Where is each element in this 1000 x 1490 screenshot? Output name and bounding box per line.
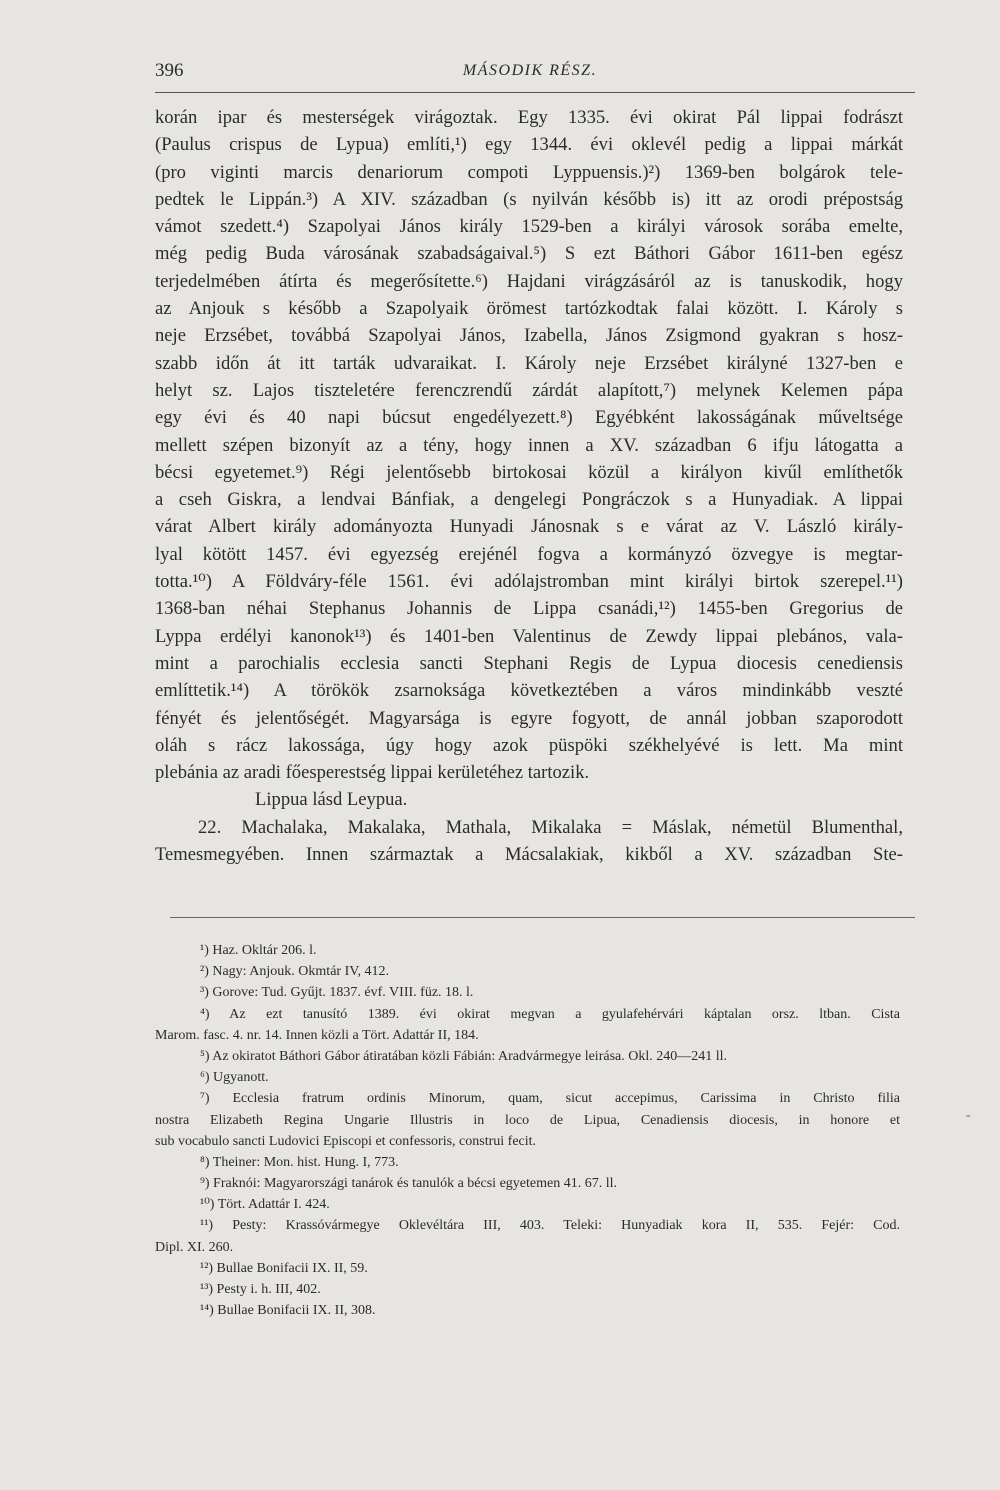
text-line: az Anjouk s később a Szapolyaik örömest tartózkodtak falai között. I. Károly s [155, 298, 903, 320]
text-line: a cseh Giskra, a lendvai Bánfiak, a dengelegi Pongráczok s a Hunyadiak. A lippai [155, 489, 903, 511]
text-line: említtetik.¹⁴) A törökök zsarnoksága következtében a város mindinkább veszté [155, 680, 903, 702]
text-line: egy évi és 40 napi búcsut engedélyezett.⁸) Egyébként lakosságának műveltsége [155, 407, 903, 429]
footnotes [155, 940, 900, 1321]
footnote-line: nostra Elizabeth Regina Ungarie Illustris in loco de Lipua, Cenadiensis diocesis, in honore et [155, 1112, 900, 1128]
footnote-line: Marom. fasc. 4. nr. 14. Innen közli a Tört. Adattár II, 184. [155, 1027, 479, 1043]
footnote-line: Dipl. XI. 260. [155, 1239, 234, 1255]
footnote-line: ⁷) Ecclesia fratrum ordinis Minorum, quam, sicut accepimus, Carissima in Christo filia [200, 1091, 900, 1107]
margin-mark: - [966, 1108, 971, 1123]
footnote-line: sub vocabulo sancti Ludovici Episcopi et confessoris, construi fecit. [155, 1133, 537, 1149]
footnote-line: ⁵) Az okiratot Báthori Gábor átiratában közli Fábián: Aradvármegye leirása. Okl. 240—241 ll. [200, 1048, 728, 1064]
text-line: pedtek le Lippán.³) A XIV. században (s nyilván később is) itt az orodi prépostság [155, 188, 903, 210]
text-line: Lyppa erdélyi kanonok¹³) és 1401-ben Valentinus de Zewdy lippai plebános, vala- [155, 625, 903, 647]
text-line: vámot szedett.⁴) Szapolyai János király 1529-ben a királyi városok sorába emelte, [155, 216, 903, 238]
text-line: Temesmegyében. Innen származtak a Mácsalakiak, kikből a XV. században Ste- [155, 844, 903, 866]
text-line: fényét és jelentőségét. Magyarsága is egyre fogyott, de annál jobban szaporodott [155, 707, 903, 729]
text-line: 1368-ban néhai Stephanus Johannis de Lippa csanádi,¹²) 1455-ben Gregorius de [155, 598, 903, 620]
text-line: totta.¹⁰) A Földváry-féle 1561. évi adólajstromban mint királyi birtok szerepel.¹¹) [155, 571, 903, 593]
text-line: mellett szépen bizonyít az a tény, hogy innen a XV. században 6 ifju látogatta a [155, 434, 903, 456]
text-line: plebánia az aradi főesperestség lippai kerületéhez tartozik. [155, 762, 590, 784]
footnote-line: ¹) Haz. Okltár 206. l. [200, 943, 317, 958]
page-header [155, 56, 905, 96]
main-text [155, 104, 903, 868]
footnote-line: ⁴) Az ezt tanusító 1389. évi okirat megvan a gyulafehérvári káptalan orsz. ltban. Cista [200, 1006, 900, 1022]
text-line: (Paulus crispus de Lypua) említi,¹) egy 1344. évi oklevél pedig a lippai márkát [155, 134, 903, 156]
footnote-line: ⁶) Ugyanott. [200, 1070, 269, 1086]
footnote-line: ¹³) Pesty i. h. III, 402. [200, 1282, 321, 1297]
text-line: még pedig Buda városának szabadságaival.⁵) S ezt Báthori Gábor 1611-ben egész [155, 243, 903, 265]
text-line: oláh s rácz lakossága, úgy hogy azok püspöki székhelyévé is lett. Ma mint [155, 734, 903, 756]
text-line: korán ipar és mesterségek virágoztak. Egy 1335. évi okirat Pál lippai fodrászt [155, 107, 903, 128]
footnote-line: ¹²) Bullae Bonifacii IX. II, 59. [200, 1260, 368, 1276]
footnote-line: ²) Nagy: Anjouk. Okmtár IV, 412. [200, 964, 390, 980]
footnote-rule [170, 917, 915, 918]
text-line: neje Erzsébet, továbbá Szapolyai János, Izabella, János Zsigmond gyakran s hosz- [155, 325, 903, 347]
footnote-line: ⁸) Theiner: Mon. hist. Hung. I, 773. [200, 1154, 399, 1170]
text-line: terjedelmében átírta és megerősítette.⁶) Hajdani virágzásáról az is tanuskodik, hogy [155, 270, 903, 292]
footnote-line: ³) Gorove: Tud. Gyűjt. 1837. évf. VIII. füz. 18. l. [200, 985, 474, 1001]
text-line: szabb időn át itt tarták udvaraikat. I. Károly neje Erzsébet királyné 1327-ben e [155, 352, 903, 374]
text-line: mint a parochialis ecclesia sancti Stephani Regis de Lypua diocesis cenediensis [155, 652, 903, 674]
text-line: lyal kötött 1457. évi egyezség erejénél fogva a kormányzó özvegye is megtar- [155, 543, 903, 565]
page-number: 396 [155, 60, 184, 81]
text-line: helyt sz. Lajos tiszteletére ferenczrendű zárdát alapított,⁷) melynek Kelemen pápa [155, 379, 903, 401]
header-rule [155, 92, 915, 93]
footnote-line: ¹⁴) Bullae Bonifacii IX. II, 308. [200, 1303, 376, 1319]
text-line: bécsi egyetemet.⁹) Régi jelentősebb birtokosai közül a királyon kivűl említhetők [155, 461, 903, 483]
footnote-line: ¹¹) Pesty: Krassóvármegye Oklevéltára III, 403. Teleki: Hunyadiak kora II, 535. Fejér: Cod. [200, 1218, 900, 1234]
running-title: MÁSODIK RÉSZ. [462, 62, 598, 79]
text-line: (pro viginti marcis denariorum compoti Lyppuensis.)²) 1369-ben bolgárok tele- [155, 161, 903, 183]
footnote-line: ⁹) Fraknói: Magyarországi tanárok és tanulók a bécsi egyetemen 41. 67. ll. [200, 1176, 617, 1192]
text-line: Lippua lásd Leypua. [255, 789, 408, 811]
text-line: várat Albert király adományozta Hunyadi Jánosnak s e várat az V. László király- [155, 516, 903, 538]
footnote-line: ¹⁰) Tört. Adattár I. 424. [200, 1197, 330, 1213]
text-line: 22. Machalaka, Makalaka, Mathala, Mikalaka = Máslak, németül Blumenthal, [198, 816, 903, 838]
